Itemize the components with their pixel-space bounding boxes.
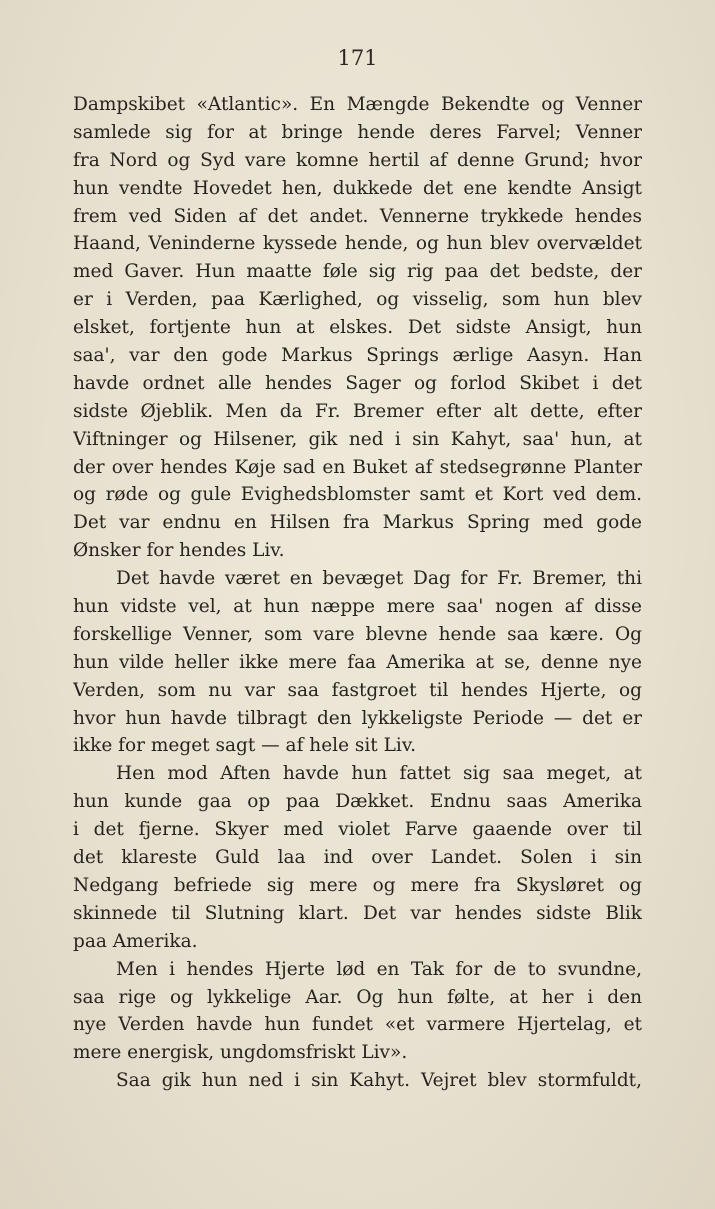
text-line: havde ordnet alle hendes Sager og forlod Skibet i det [73,372,642,394]
text-line: sidste Øjeblik. Men da Fr. Bremer efter alt dette, efter [73,400,642,422]
text-line: forskellige Venner, som vare blevne hende saa kære. Og [73,623,642,645]
text-line: fra Nord og Syd vare komne hertil af denne Grund; hvor [73,149,642,171]
text-line: Verden, som nu var saa fastgroet til hendes Hjerte, og [73,679,642,701]
text-line: frem ved Siden af det andet. Vennerne trykkede hendes [73,205,642,227]
text-line: Saa gik hun ned i sin Kahyt. Vejret blev stormfuldt, [116,1070,642,1092]
text-line: Haand, Veninderne kyssede hende, og hun blev overvældet [73,233,642,255]
text-line: hun kunde gaa op paa Dækket. Endnu saas Amerika [73,791,642,813]
text-line: hun vilde heller ikke mere faa Amerika at se, denne nye [73,651,642,673]
text-line: Nedgang befriede sig mere og mere fra Skysløret og [73,874,642,896]
text-line: samlede sig for at bringe hende deres Farvel; Venner [73,121,642,143]
text-line: og røde og gule Evighedsblomster samt et Kort ved dem. [73,484,642,506]
text-line: Ønsker for hendes Liv. [73,540,285,562]
text-line: Men i hendes Hjerte lød en Tak for de to svundne, [116,958,642,980]
text-line: Dampskibet «Atlantic». En Mængde Bekendte og Venner [73,94,642,115]
text-line: elsket, fortjente hun at elskes. Det sidste Ansigt, hun [73,317,642,339]
text-line: Det havde været en bevæget Dag for Fr. Bremer, thi [116,568,642,590]
text-line: nye Verden havde hun fundet «et varmere Hjertelag, et [73,1014,642,1036]
text-line: der over hendes Køje sad en Buket af stedsegrønne Planter [73,456,642,478]
text-line: saa', var den gode Markus Springs ærlige Aasyn. Han [73,345,642,367]
text-line: paa Amerika. [73,930,198,952]
text-line: ikke for meget sagt — af hele sit Liv. [73,735,416,757]
text-line: i det fjerne. Skyer med violet Farve gaaende over til [73,819,642,841]
text-line: hun vidste vel, at hun næppe mere saa' nogen af disse [73,596,642,618]
text-line: Hen mod Aften havde hun fattet sig saa meget, at [116,763,642,785]
text-line: hvor hun havde tilbragt den lykkeligste Periode — det er [73,707,642,729]
text-line: saa rige og lykkelige Aar. Og hun følte, at her i den [73,986,642,1008]
text-line: mere energisk, ungdomsfriskt Liv». [73,1042,408,1064]
text-line: er i Verden, paa Kærlighed, og visselig, som hun blev [73,289,642,311]
text-line: det klareste Guld laa ind over Landet. Solen i sin [73,847,642,869]
body-text [73,91,642,1095]
text-line: Det var endnu en Hilsen fra Markus Spring med gode [73,512,642,534]
text-line: hun vendte Hovedet hen, dukkede det ene kendte Ansigt [73,177,642,199]
text-line: med Gaver. Hun maatte føle sig rig paa det bedste, der [73,261,642,283]
page-number: 171 [337,46,378,70]
text-line: Viftninger og Hilsener, gik ned i sin Kahyt, saa' hun, at [73,428,642,450]
text-line: skinnede til Slutning klart. Det var hendes sidste Blik [73,902,642,924]
